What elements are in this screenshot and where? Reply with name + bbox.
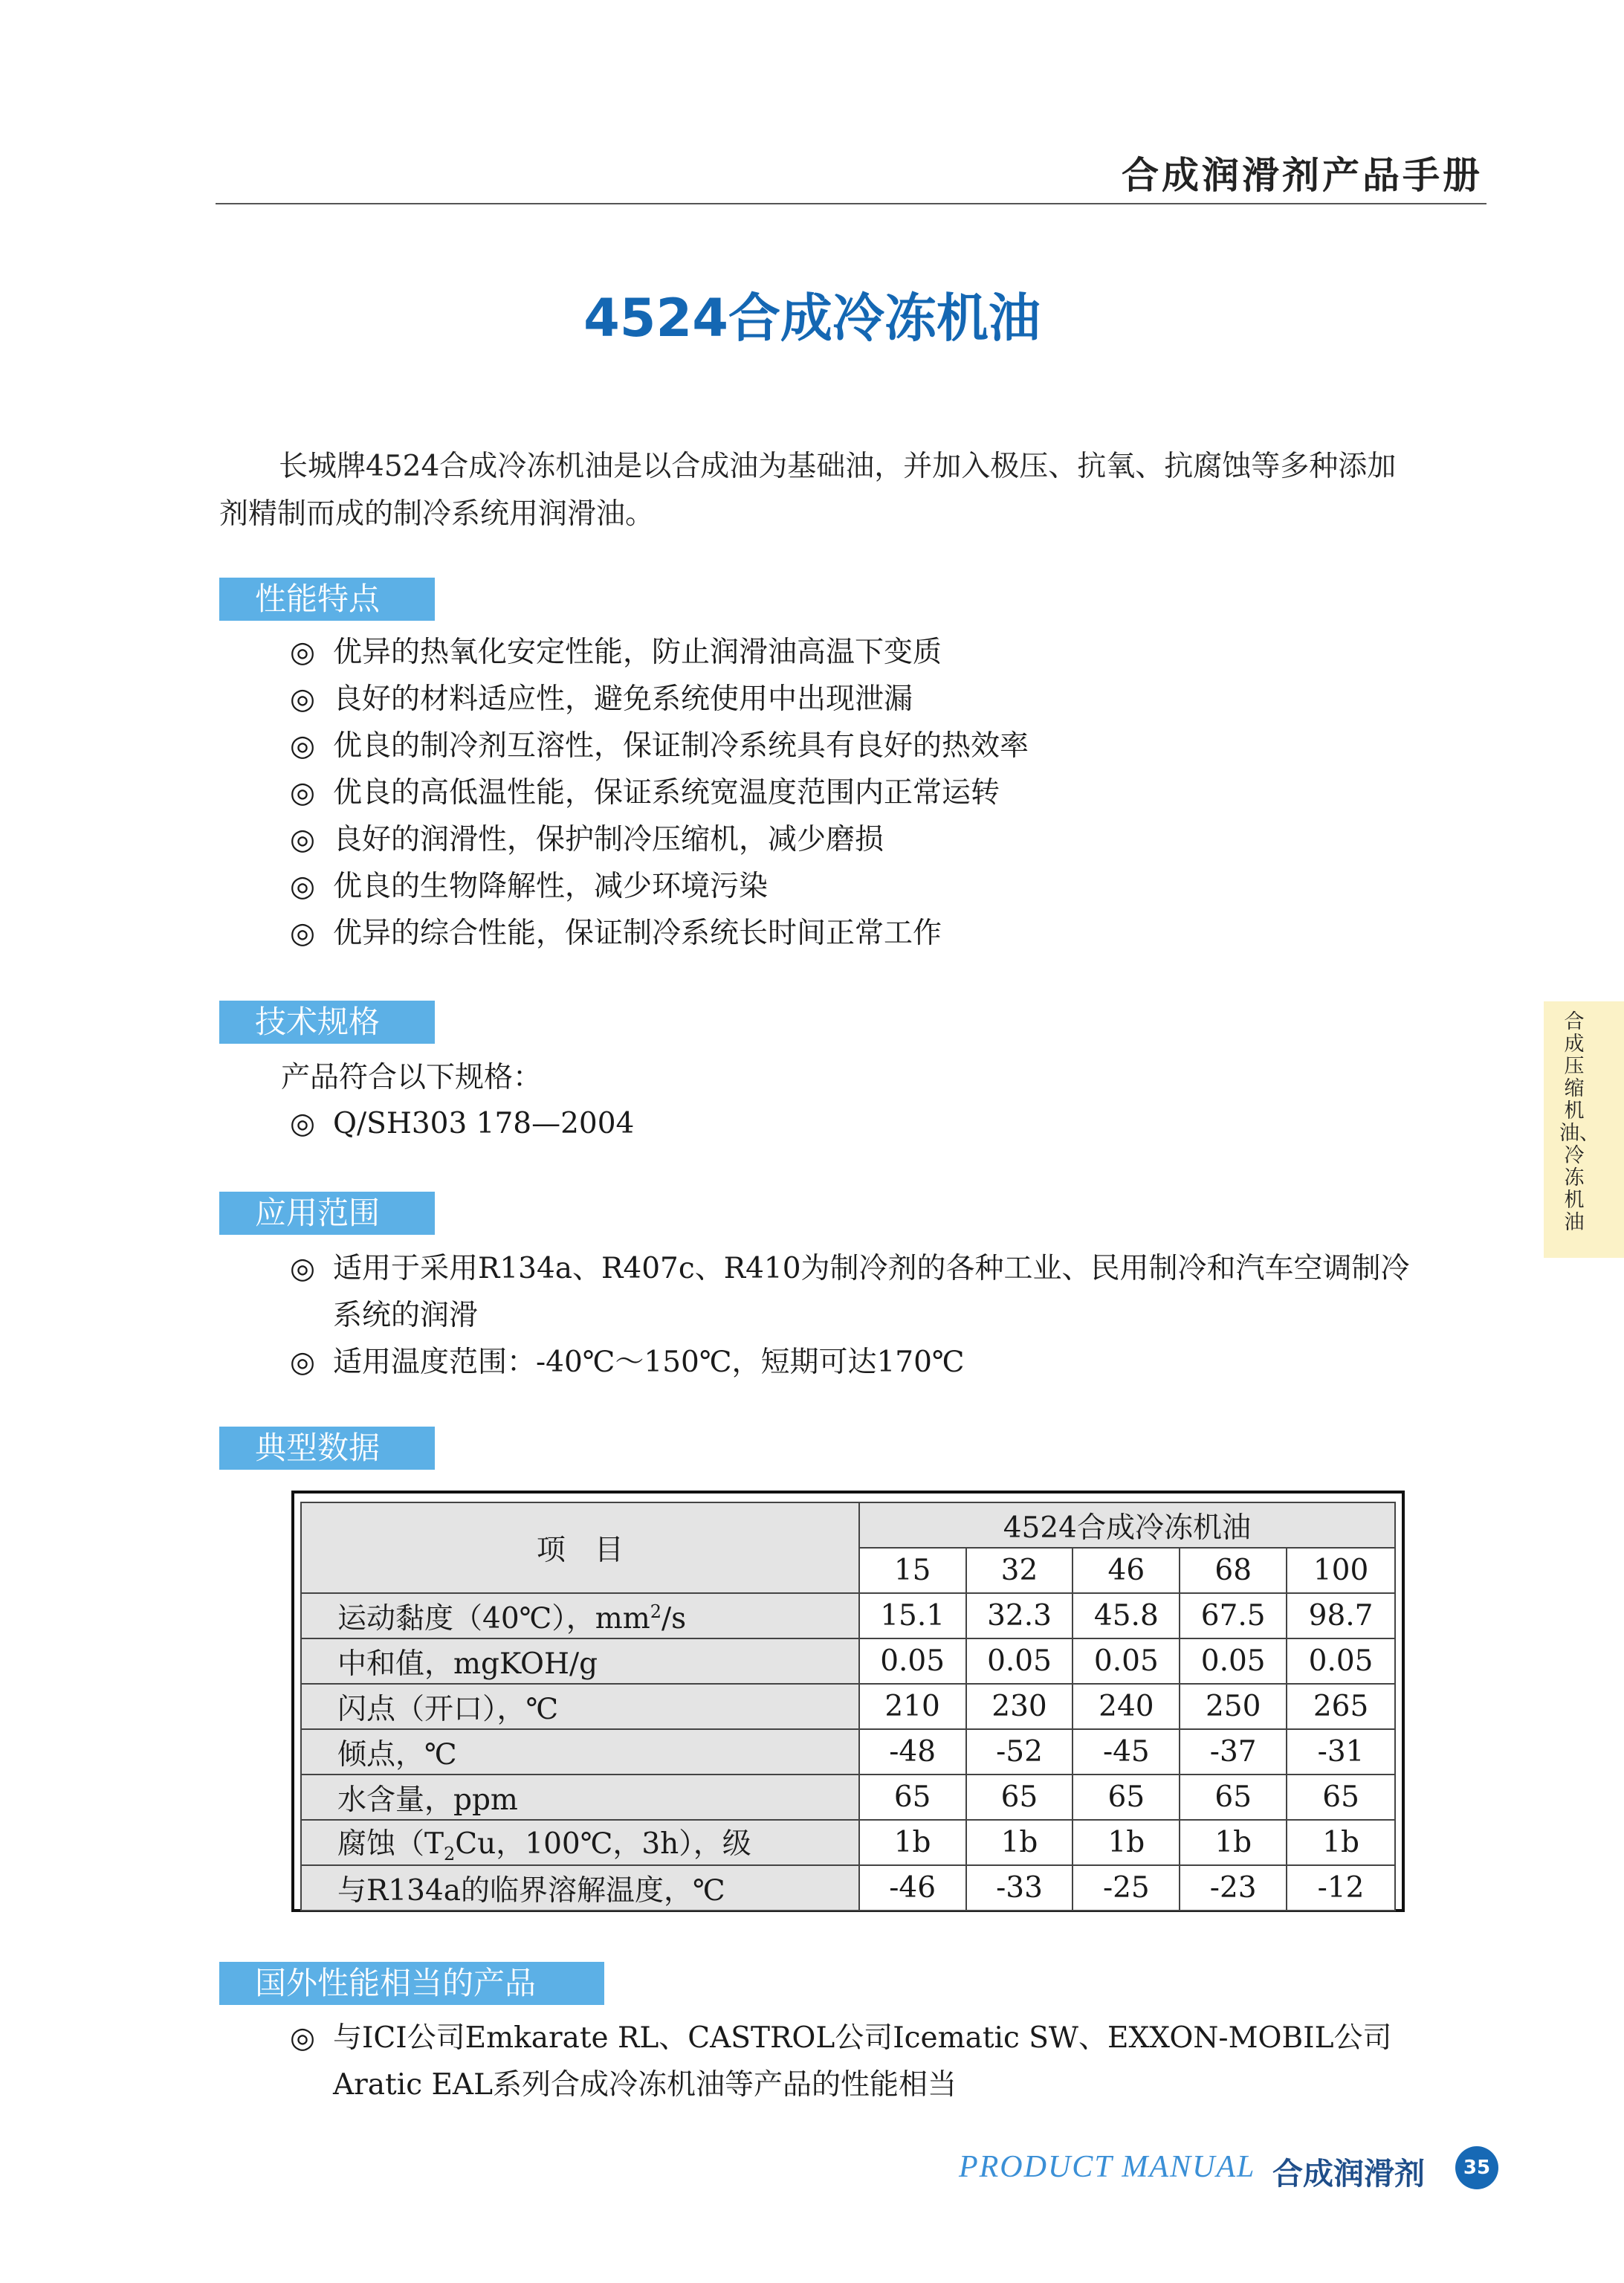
row-label: 中和值，mgKOH/g [301,1638,859,1684]
list-item: ◎ Q/SH303 178—2004 [290,1100,1420,1147]
value-cell: 230 [966,1684,1073,1729]
bullet-icon: ◎ [290,636,316,669]
list-item: ◎ 优良的生物降解性，减少环境污染 [290,863,1420,910]
bullet-icon: ◎ [290,823,316,856]
value-cell: 65 [859,1775,966,1820]
list-item: ◎ 优良的制冷剂互溶性，保证制冷系统具有良好的热效率 [290,723,1420,769]
page-title: 4524合成冷冻机油 [583,288,1041,349]
applications-list [290,1245,1420,1386]
value-cell: -48 [859,1729,966,1775]
value-cell: 1b [859,1820,966,1865]
list-item: ◎ 良好的材料适应性，避免系统使用中出现泄漏 [290,676,1420,723]
value-cell: 1b [1287,1820,1395,1865]
bullet-icon: ◎ [290,1252,316,1285]
value-cell: 15.1 [859,1593,966,1638]
bullet-icon: ◎ [290,729,316,763]
value-cell: 1b [1073,1820,1180,1865]
value-cell: 250 [1180,1684,1287,1729]
section-label-features: 性能特点 [219,578,435,621]
section-label-specs: 技术规格 [219,1001,435,1044]
product-header: 4524合成冷冻机油 [859,1502,1395,1548]
grade-cell: 15 [859,1548,966,1593]
specs-note: 产品符合以下规格： [281,1061,543,1094]
value-cell: 265 [1287,1684,1395,1729]
value-cell: 65 [1287,1775,1395,1820]
table-row [301,1820,1395,1865]
value-cell: 1b [1180,1820,1287,1865]
bullet-icon: ◎ [290,682,316,716]
grade-cell: 32 [966,1548,1073,1593]
specs-list [290,1100,1420,1147]
list-item: ◎ 优异的热氧化安定性能，防止润滑油高温下变质 [290,629,1420,676]
row-label: 闪点（开口），℃ [301,1684,859,1729]
value-cell: 32.3 [966,1593,1073,1638]
value-cell: 1b [966,1820,1073,1865]
grade-cell: 68 [1180,1548,1287,1593]
value-cell: -25 [1073,1865,1180,1911]
header-title: 合成润滑剂产品手册 [1122,154,1483,197]
table-row [301,1729,1395,1775]
value-cell: 98.7 [1287,1593,1395,1638]
value-cell: -46 [859,1865,966,1911]
row-label: 与R134a的临界溶解温度，℃ [301,1865,859,1911]
list-item: ◎ 适用温度范围：-40℃～150℃，短期可达170℃ [290,1339,1420,1386]
grade-cell: 46 [1073,1548,1180,1593]
table-row [301,1775,1395,1820]
equivalents-list [290,2015,1420,2108]
value-cell: -31 [1287,1729,1395,1775]
section-label-applications: 应用范围 [219,1192,435,1235]
row-label: 水含量，ppm [301,1775,859,1820]
list-item: ◎ 优异的综合性能，保证制冷系统长时间正常工作 [290,910,1420,957]
intro-paragraph: 长城牌4524合成冷冻机油是以合成油为基础油，并加入极压、抗氧、抗腐蚀等多种添加剂精制而成的制冷系统用润滑油。 [219,450,1397,531]
value-cell: 0.05 [1287,1638,1395,1684]
grade-cell: 100 [1287,1548,1395,1593]
bullet-icon: ◎ [290,776,316,810]
value-cell: 65 [966,1775,1073,1820]
typical-data-table [300,1502,1396,1911]
footer-english: PRODUCT MANUAL [959,2150,1256,2184]
value-cell: -12 [1287,1865,1395,1911]
table-row [301,1638,1395,1684]
table-row [301,1865,1395,1911]
table-header-row [301,1502,1395,1548]
value-cell: 240 [1073,1684,1180,1729]
table-row [301,1684,1395,1729]
features-list [290,629,1420,957]
row-label: 倾点，℃ [301,1729,859,1775]
list-item: ◎ 优良的高低温性能，保证系统宽温度范围内正常运转 [290,769,1420,816]
value-cell: -45 [1073,1729,1180,1775]
side-tab-label: 合成压缩机油、冷冻机油 [1559,1010,1599,1234]
value-cell: 45.8 [1073,1593,1180,1638]
value-cell: 0.05 [1073,1638,1180,1684]
value-cell: 65 [1180,1775,1287,1820]
bullet-icon: ◎ [290,1107,316,1140]
footer-chinese: 合成润滑剂 [1272,2156,1425,2192]
value-cell: 0.05 [1180,1638,1287,1684]
value-cell: 65 [1073,1775,1180,1820]
bullet-icon: ◎ [290,2021,316,2055]
page-number-badge: 35 [1455,2146,1498,2189]
table-row [301,1593,1395,1638]
value-cell: 0.05 [966,1638,1073,1684]
section-label-typical-data: 典型数据 [219,1427,435,1470]
value-cell: -23 [1180,1865,1287,1911]
value-cell: -37 [1180,1729,1287,1775]
item-header: 项 目 [301,1502,859,1593]
header-divider [216,203,1486,204]
value-cell: 0.05 [859,1638,966,1684]
bullet-icon: ◎ [290,1346,316,1379]
value-cell: 210 [859,1684,966,1729]
list-item: ◎ 适用于采用R134a、R407c、R410为制冷剂的各种工业、民用制冷和汽车空调制冷系统的润滑 [290,1245,1420,1339]
list-item: ◎ 与ICI公司Emkarate RL、CASTROL公司Icematic SW、EXXON-MOBIL公司Aratic EAL系列合成冷冻机油等产品的性能相当 [290,2015,1420,2108]
value-cell: -33 [966,1865,1073,1911]
bullet-icon: ◎ [290,870,316,903]
list-item: ◎ 良好的润滑性，保护制冷压缩机，减少磨损 [290,816,1420,863]
row-label: 运动黏度（40℃），$mm^2/s$ [301,1593,859,1638]
section-label-equivalents: 国外性能相当的产品 [219,1962,604,2005]
bullet-icon: ◎ [290,917,316,950]
value-cell: -52 [966,1729,1073,1775]
row-label: 腐蚀（$T_2Cu$，100℃，3h），级 [301,1820,859,1865]
value-cell: 67.5 [1180,1593,1287,1638]
